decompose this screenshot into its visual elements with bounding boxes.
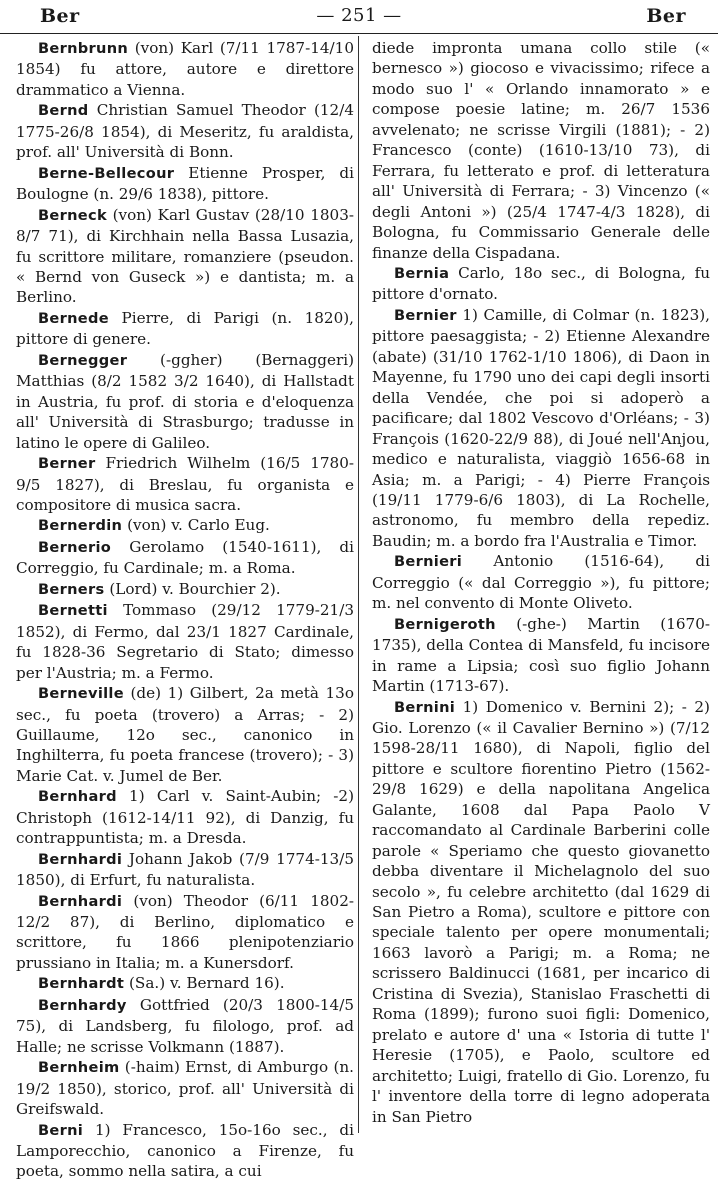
dictionary-entry: [16, 308, 354, 350]
entry-text: Tommaso (29/12 1779-21/3 1852), di Fermo, dal 23/1 1827 Cardinale, fu 1828-36 Segretario di Stato; dimesso per l'Austria; m. a Fermo.: [16, 601, 354, 682]
page-number: — 251 —: [316, 5, 402, 26]
dictionary-entry: [16, 973, 354, 994]
dictionary-entry: [16, 453, 354, 515]
entry-text: Christian Samuel Theodor (12/4 1775-26/8 1854), di Meseritz, fu araldista, prof. all' Università di Bonn.: [16, 101, 354, 162]
entry-text: Carlo, 18o sec., di Bologna, fu pittore d'ornato.: [372, 263, 710, 304]
entry-headword: Berner: [38, 455, 96, 473]
entry-text: 1) Camille, di Colmar (n. 1823), pittore paesaggista; - 2) Etienne Alexandre (abate) (31/10 1762-1/10 1806), di Daon in Mayenne, fu 1790 uno dei capi degli insorti della Vendée, che poi si adoperò a pacificare; dal 1802 Vescovo d'Orléans; - 3) François (1620-22/9 88), di Joué nell'Anjou, medico e naturalista, viaggiò 1656-68 in Asia; m. a Parigi; - 4) Pierre François (19/11 1779-6/6 1803), di La Rochelle, astronomo, fu membro della repediz. Baudin; m. a bordo fra l'Australia e Timor.: [372, 305, 710, 550]
entry-text: (von) Karl (7/11 1787-14/10 1854) fu attore, autore e direttore drammatico a Vienna.: [16, 39, 354, 99]
dictionary-entry: [16, 786, 354, 848]
dictionary-entry: [372, 551, 710, 613]
dictionary-entry: [16, 600, 354, 683]
header-right-guideword: Ber: [646, 5, 686, 27]
entry-headword: Bernhardy: [38, 996, 127, 1014]
dictionary-entry: [16, 163, 354, 205]
entry-text: Gottfried (20/3 1800-14/5 75), di Landsberg, fu filologo, prof. ad Halle; ne scrisse Volkmann (1887).: [16, 995, 354, 1056]
dictionary-entry: [16, 38, 354, 100]
dictionary-entry: [16, 579, 354, 600]
column-divider: [358, 36, 359, 1133]
entry-headword: Berne-Bellecour: [38, 164, 175, 182]
header-left-guideword: Ber: [40, 5, 80, 27]
dictionary-entry: [16, 849, 354, 891]
dictionary-entry: [372, 38, 710, 263]
entry-headword: Bernhardi: [38, 892, 123, 910]
entry-headword: Bernbrunn: [38, 40, 129, 57]
entry-text: (-ghe-) Martin (1670-1735), della Contea di Mansfeld, fu incisore in rame a Lipsia; così suo figlio Johann Martin (1713-67).: [372, 614, 710, 696]
dictionary-entry: [16, 995, 354, 1057]
dictionary-entry: [372, 263, 710, 305]
left-column: [16, 38, 354, 1182]
entry-headword: Bernieri: [394, 553, 463, 571]
entry-headword: Bernhardi: [38, 850, 123, 868]
entry-text: (Sa.) v. Bernard 16).: [124, 974, 285, 993]
entry-text: (Lord) v. Bourchier 2).: [104, 579, 281, 598]
entry-text: Etienne Prosper, di Boulogne (n. 29/6 1838), pittore.: [16, 163, 354, 204]
entry-text: 1) Francesco, 15o-16o sec., di Lamporecchio, canonico a Firenze, fu poeta, sommo nella satira, a cui: [16, 1120, 354, 1181]
dictionary-entry: [16, 205, 354, 308]
page-header: [0, 0, 718, 34]
entry-headword: Bernegger: [38, 351, 128, 369]
header-rule: [0, 33, 718, 34]
entry-text: (von) Karl Gustav (28/10 1803-8/7 71), di Kirchhain nella Bassa Lusazia, fu scrittore militare, romanziere (pseudon. « Bernd von Guseck ») e dantista; m. a Berlino.: [16, 205, 354, 307]
dictionary-entry: [16, 1120, 354, 1182]
entry-text: Gerolamo (1540-1611), di Correggio, fu Cardinale; m. a Roma.: [16, 537, 354, 578]
entry-headword: Bernhard: [38, 788, 117, 806]
entry-text: 1) Carl v. Saint-Aubin; -2) Christoph (1612-14/11 92), di Danzig, fu contrappuntista; m. a Dresda.: [16, 787, 354, 848]
dictionary-entry: [16, 350, 354, 453]
entry-headword: Berneck: [38, 206, 107, 224]
entry-headword: Bernini: [394, 698, 456, 716]
entry-headword: Bernerio: [38, 538, 112, 556]
dictionary-entry: [372, 614, 710, 697]
dictionary-entry: [16, 891, 354, 974]
entry-headword: Bernd: [38, 102, 89, 120]
entry-headword: Bernede: [38, 309, 109, 327]
dictionary-entry: [372, 697, 710, 1128]
dictionary-entry: [16, 515, 354, 536]
entry-text: Antonio (1516-64), di Correggio (« dal Correggio »), fu pittore; m. nel convento di Monte Oliveto.: [372, 552, 710, 613]
entry-headword: Bernigeroth: [394, 615, 496, 633]
entry-text: Johann Jakob (7/9 1774-13/5 1850), di Erfurt, fu naturalista.: [16, 849, 354, 890]
entry-headword: Bernhardt: [38, 975, 125, 993]
right-column: [372, 38, 710, 1127]
entry-text: Friedrich Wilhelm (16/5 1780-9/5 1827), di Breslau, fu organista e compositore di musica sacra.: [16, 454, 354, 514]
entry-text: Pierre, di Parigi (n. 1820), pittore di genere.: [16, 308, 354, 349]
entry-headword: Bernetti: [38, 602, 108, 620]
dictionary-entry: [16, 537, 354, 579]
entry-text: diede impronta umana collo stile (« bernesco ») giocoso e vivacissimo; rifece a modo suo l' « Orlando innamorato » e compose poesie latine; m. 26/7 1536 avvelenato; ne scrisse Virgili (1881); - 2) Francesco (conte) (1610-13/10 73), di Ferrara, fu letterato e prof. di letteratura all' Università di Ferrara; - 3) Vincenzo (« degli Antoni ») (25/4 1747-4/3 1828), di Bologna, fu Commissario Generale delle finanze della Cispadana.: [372, 39, 710, 262]
dictionary-entry: [372, 305, 710, 551]
entry-text: (-ggher) (Bernaggeri) Matthias (8/2 1582 3/2 1640), di Hallstadt in Austria, fu prof. di storia e d'eloquenza all' Università di Strasburgo; tradusse in latino le opere di Galileo.: [16, 350, 354, 452]
entry-headword: Bernia: [394, 264, 450, 282]
entry-text: (de) 1) Gilbert, 2a metà 13o sec., fu poeta (trovero) a Arras; - 2) Guillaume, 12o sec., canonico in Inghilterra, fu poeta francese (trovero); - 3) Marie Cat. v. Jumel de Ber.: [16, 684, 354, 785]
entry-text: 1) Domenico v. Bernini 2); - 2) Gio. Lorenzo (« il Cavalier Bernino ») (7/12 1598-28/11 1680), di Napoli, figlio del pittore e scultore fiorentino Pietro (1562-29/8 1629) e della napolitana Angelica Galante, 1608 dal Papa Paolo V raccomandato al Cardinale Barberini colle parole « Speriamo che questo giovanetto debba diventare il Michelagnolo del suo secolo », fu celebre architetto (dal 1629 di San Pietro a Roma), scultore e pittore con speciale talento per opere monumentali; 1663 lavorò a Parigi; m. a Roma; ne scrissero Baldinucci (1681, per incarico di Cristina di Svezia), Stanislao Fraschetti di Roma (1899); furono suoi figli: Domenico, prelato e autore d' una « Istoria di tutte l' Heresie (1705), e Paolo, scultore ed architetto; Luigi, fratello di Gio. Lorenzo, fu l' inventore della torre di legno adoperata in San Pietro: [372, 697, 710, 1126]
entry-headword: Berners: [38, 580, 105, 598]
dictionary-entry: [16, 683, 354, 786]
entry-text: (von) v. Carlo Eug.: [122, 516, 270, 535]
entry-headword: Berni: [38, 1121, 84, 1139]
entry-headword: Bernheim: [38, 1059, 120, 1077]
entry-headword: Bernier: [394, 306, 457, 324]
entry-headword: Berneville: [38, 685, 124, 703]
entry-text: (-haim) Ernst, di Amburgo (n. 19/2 1850), storico, prof. all' Università di Greifswald.: [16, 1058, 354, 1119]
dictionary-entry: [16, 1057, 354, 1119]
entry-headword: Bernerdin: [38, 517, 123, 535]
dictionary-entry: [16, 100, 354, 162]
entry-text: (von) Theodor (6/11 1802-12/2 87), di Berlino, diplomatico e scrittore, fu 1866 plenipotenziario prussiano in Italia; m. a Kunersdorf.: [16, 891, 354, 972]
